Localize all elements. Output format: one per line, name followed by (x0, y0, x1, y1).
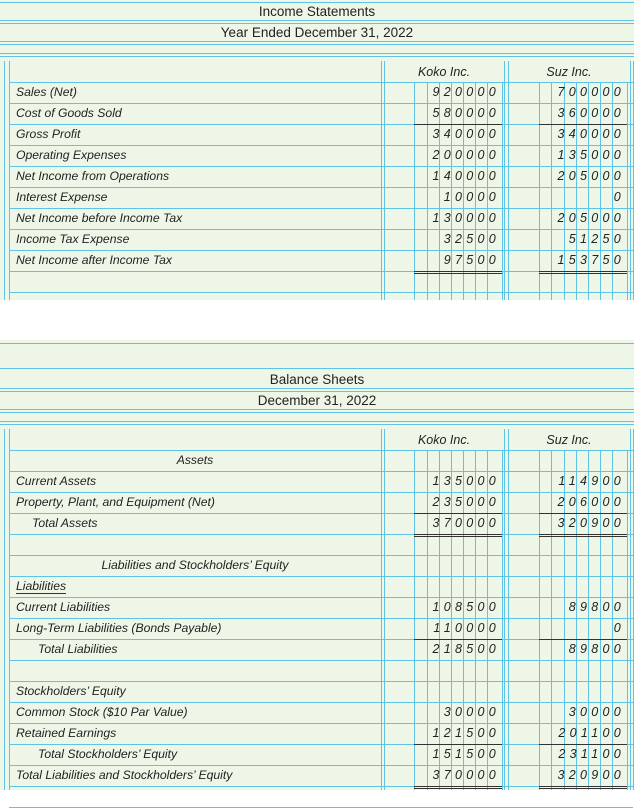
grid-line (0, 421, 634, 422)
amount-koko: 97500 (443, 253, 500, 267)
grid-line (504, 61, 505, 300)
grid-line (502, 450, 503, 790)
grid-line (4, 429, 5, 790)
row-label: Total Assets (32, 516, 98, 530)
row-label: Assets (176, 453, 214, 467)
grid-line (0, 409, 634, 410)
row-label: Stockholders’ Equity (16, 684, 126, 698)
grid-line (630, 61, 631, 300)
amount-koko: 130000 (432, 211, 500, 225)
rule-re-suz (539, 744, 627, 745)
amount-suz: 231100 (558, 747, 625, 761)
grid-line (0, 23, 634, 24)
grid-line (9, 103, 633, 104)
grid-line (9, 618, 633, 619)
grid-line (384, 429, 385, 790)
row-label: Liabilities and Stockholders’ Equity (101, 558, 289, 572)
income-col-koko: Koko Inc. (417, 65, 471, 79)
grid-line (630, 429, 631, 790)
row-label: Common Stock ($10 Par Value) (16, 705, 188, 719)
income-subtitle: Year Ended December 31, 2022 (220, 25, 414, 40)
amount-suz: 89800 (568, 600, 625, 614)
rule-ppe-suz (539, 513, 627, 514)
rule-re-koko (414, 744, 502, 745)
grid-line (508, 61, 509, 300)
row-label: Current Liabilities (16, 600, 111, 614)
row-label: Liabilities (16, 579, 67, 593)
row-label: Net Income before Income Tax (16, 211, 183, 225)
amount-suz: 0 (613, 190, 625, 204)
grid-line (0, 20, 634, 21)
amount-koko: 135000 (432, 474, 500, 488)
rule-total-assets-suz (539, 534, 627, 537)
grid-line (9, 765, 633, 766)
grid-line (0, 44, 634, 45)
grid-line (9, 82, 633, 83)
rule-cogs-suz (539, 124, 627, 125)
grid-line (9, 681, 633, 682)
grid-line (4, 61, 5, 300)
grid-line (9, 702, 633, 703)
rule-net-income-koko (414, 271, 502, 274)
row-label: Property, Plant, and Equipment (Net) (16, 495, 215, 509)
amount-suz: 320900 (557, 516, 625, 530)
amount-koko: 370000 (432, 768, 500, 782)
amount-koko: 108500 (432, 600, 500, 614)
grid-line (0, 343, 634, 344)
grid-line (9, 450, 633, 451)
amount-suz: 205000 (557, 169, 625, 183)
amount-koko: 218500 (432, 642, 500, 656)
row-label: Total Liabilities and Stockholders’ Equity (16, 768, 233, 782)
grid-line (508, 429, 509, 790)
amount-suz: 205000 (557, 211, 625, 225)
grid-line (0, 41, 634, 42)
amount-suz: 201100 (558, 726, 625, 740)
amount-suz: 700000 (557, 85, 625, 99)
amount-suz: 0 (613, 621, 625, 635)
grid-line (9, 292, 633, 293)
row-label: Sales (Net) (16, 85, 77, 99)
rule-lt-liab-koko (414, 639, 502, 640)
grid-line (0, 412, 634, 413)
grid-line (9, 166, 633, 167)
amount-suz: 360000 (557, 106, 625, 120)
amount-suz: 206000 (557, 495, 625, 509)
amount-koko: 10000 (443, 190, 500, 204)
amount-koko: 200000 (432, 148, 500, 162)
row-label: Total Liabilities (38, 642, 118, 656)
grid-line (0, 2, 634, 3)
amount-koko: 340000 (432, 127, 500, 141)
row-label: Long-Term Liabilities (Bonds Payable) (16, 621, 222, 635)
amount-koko: 32500 (443, 232, 500, 246)
rule-cogs-koko (414, 124, 502, 125)
grid-line (9, 61, 10, 300)
balance-title: Balance Sheets (269, 372, 365, 387)
rule-total-liab-se-suz (539, 786, 627, 789)
row-label: Interest Expense (16, 190, 108, 204)
rule-total-liab-se-koko (414, 786, 502, 789)
grid-line (381, 61, 382, 300)
amount-suz: 51250 (568, 232, 625, 246)
amount-suz: 340000 (557, 127, 625, 141)
grid-line (9, 555, 633, 556)
grid-line (0, 388, 634, 389)
amount-koko: 235000 (432, 495, 500, 509)
grid-line (627, 82, 628, 300)
row-label: Gross Profit (16, 127, 81, 141)
grid-line (504, 429, 505, 790)
row-label: Operating Expenses (16, 148, 127, 162)
amount-koko: 121500 (432, 726, 500, 740)
grid-line (9, 471, 633, 472)
amount-koko: 920000 (432, 85, 500, 99)
amount-suz: 30000 (568, 705, 625, 719)
grid-line (9, 145, 633, 146)
rule-net-income-suz (539, 271, 627, 274)
grid-line (0, 424, 634, 425)
amount-koko: 140000 (432, 169, 500, 183)
grid-line (9, 660, 633, 661)
grid-line (627, 450, 628, 790)
amount-suz: 320900 (557, 768, 625, 782)
row-label: Net Income from Operations (16, 169, 170, 183)
grid-line (9, 429, 10, 790)
row-label: Retained Earnings (16, 726, 117, 740)
grid-line (9, 187, 633, 188)
amount-suz: 114900 (558, 474, 625, 488)
rule-lt-liab-suz (539, 639, 627, 640)
amount-koko: 151500 (432, 747, 500, 761)
grid-line (9, 597, 633, 598)
grid-line (502, 82, 503, 300)
grid-line (9, 250, 633, 251)
row-label: Cost of Goods Sold (16, 106, 122, 120)
income-title: Income Statements (258, 4, 376, 19)
amount-koko: 110000 (433, 621, 500, 635)
grid-line (384, 61, 385, 300)
amount-koko: 30000 (443, 705, 500, 719)
grid-line (9, 576, 633, 577)
row-label: Income Tax Expense (16, 232, 130, 246)
grid-line (0, 56, 634, 57)
grid-line (9, 229, 633, 230)
income-col-suz: Suz Inc. (546, 65, 592, 79)
grid-line (0, 368, 634, 369)
rule-total-assets-koko (414, 534, 502, 537)
row-label: Total Stockholders’ Equity (38, 747, 178, 761)
balance-col-koko: Koko Inc. (417, 433, 471, 447)
grid-line (9, 492, 633, 493)
amount-suz: 153750 (557, 253, 625, 267)
amount-koko: 370000 (432, 516, 500, 530)
rule-ppe-koko (414, 513, 502, 514)
row-label: Current Assets (16, 474, 97, 488)
grid-line (381, 429, 382, 790)
balance-subtitle: December 31, 2022 (257, 393, 377, 408)
amount-suz: 89800 (568, 642, 625, 656)
grid-line (9, 208, 633, 209)
grid-line (0, 53, 634, 54)
amount-suz: 135000 (557, 148, 625, 162)
grid-line (0, 391, 634, 392)
grid-line (9, 723, 633, 724)
row-label: Net Income after Income Tax (16, 253, 173, 267)
balance-col-suz: Suz Inc. (546, 433, 592, 447)
amount-koko: 580000 (432, 106, 500, 120)
